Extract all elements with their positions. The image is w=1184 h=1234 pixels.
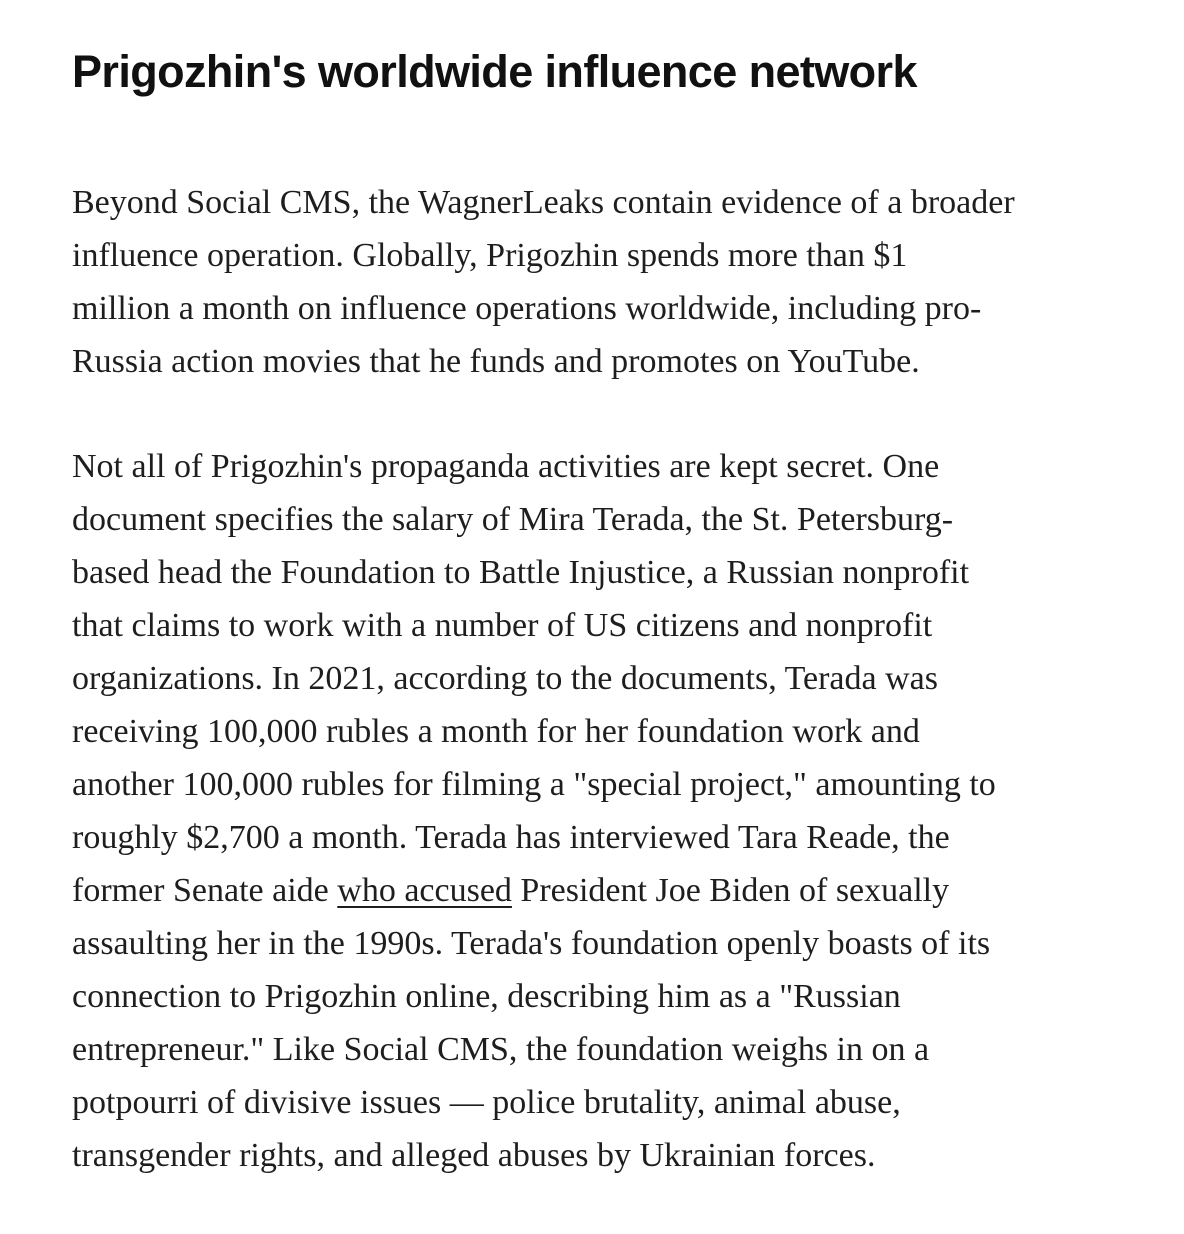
paragraph-line: connection to Prigozhin online, describing him as a "Russian <box>72 978 901 1015</box>
paragraph-line: roughly $2,700 a month. Terada has interviewed Tara Reade, the <box>72 819 950 856</box>
section-heading: Prigozhin's worldwide influence network <box>72 46 917 97</box>
paragraph-line: organizations. In 2021, according to the documents, Terada was <box>72 660 938 697</box>
paragraph-line: entrepreneur." Like Social CMS, the foundation weighs in on a <box>72 1031 930 1068</box>
article-section <box>72 40 1132 1234</box>
paragraph-line: Russia action movies that he funds and promotes on YouTube. <box>72 343 920 380</box>
paragraph-line: million a month on influence operations worldwide, including pro- <box>72 290 982 327</box>
paragraph-line: receiving 100,000 rubles a month for her foundation work and <box>72 713 920 750</box>
who-accused-link[interactable]: who accused <box>337 872 512 909</box>
paragraph-line: influence operation. Globally, Prigozhin spends more than $1 <box>72 237 908 274</box>
paragraph-line: Not all of Prigozhin's propaganda activities are kept secret. One <box>72 448 940 485</box>
paragraph-line: transgender rights, and alleged abuses by Ukrainian forces. <box>72 1137 876 1174</box>
paragraph-line: another 100,000 rubles for filming a "special project," amounting to <box>72 766 996 803</box>
paragraph-line: potpourri of divisive issues — police brutality, animal abuse, <box>72 1084 901 1121</box>
paragraph-line: document specifies the salary of Mira Terada, the St. Petersburg- <box>72 501 954 538</box>
paragraph-line: Beyond Social CMS, the WagnerLeaks contain evidence of a broader <box>72 184 1015 221</box>
link-line-before-text: former Senate aide <box>72 872 338 909</box>
paragraph-line-with-link <box>72 864 1132 917</box>
paragraph-line: that claims to work with a number of US citizens and nonprofit <box>72 607 933 644</box>
paragraph-2 <box>72 440 1132 1182</box>
paragraph-line: assaulting her in the 1990s. Terada's foundation openly boasts of its <box>72 925 991 962</box>
link-line-after-text: President Joe Biden of sexually <box>511 872 950 909</box>
paragraph-1 <box>72 176 1132 388</box>
paragraph-line: based head the Foundation to Battle Injustice, a Russian nonprofit <box>72 554 970 591</box>
